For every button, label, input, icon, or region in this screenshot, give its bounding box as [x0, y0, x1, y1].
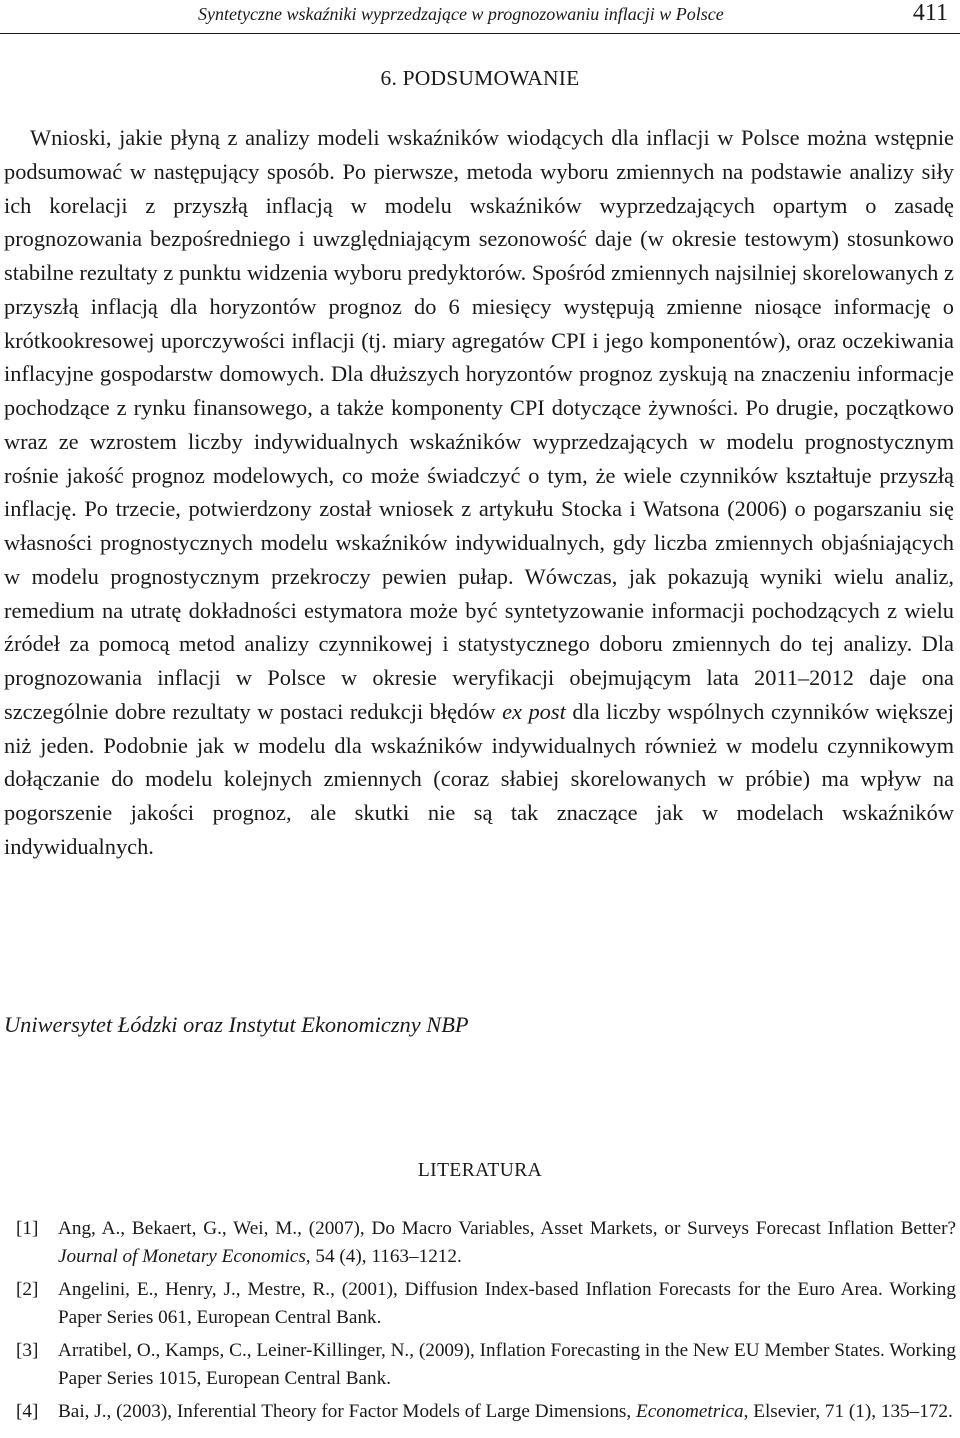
- reference-text: Angelini, E., Henry, J., Mestre, R., (2001), Diffusion Index-based Inflation Forecasts for the Euro Area. Working Paper Series 061, European Central Bank.: [58, 1279, 956, 1328]
- reference-text: Ang, A., Bekaert, G., Wei, M., (2007), Do Macro Variables, Asset Markets, or Surveys Forecast Inflation Better?: [58, 1218, 956, 1239]
- running-header: [0, 0, 960, 34]
- body-paragraph: [4, 121, 954, 864]
- body-text-part-2: dla liczby wspólnych czynników większej niż jeden. Podobnie jak w modelu dla wskaźników indywidualnych również w modelu czynnikowym dołączanie do modelu kolejnych zmiennych (coraz słabiej skorelowanych w próbie) ma wpływ na pogorszenie jakości prognoz, ale skutki nie są tak znaczące jak w modelach wskaźników indywidualnych.: [4, 698, 954, 859]
- reference-text: Arratibel, O., Kamps, C., Leiner-Killinger, N., (2009), Inflation Forecasting in the New EU Member States. Working Paper Series 1015, European Central Bank.: [58, 1340, 956, 1389]
- reference-journal: Econometrica: [635, 1401, 744, 1422]
- reference-item: [4, 1215, 956, 1271]
- body-text-part-1: Wnioski, jakie płyną z analizy modeli wskaźników wiodących dla inflacji w Polsce można wstępnie podsumować w następujący sposób. Po pierwsze, metoda wyboru zmiennych na podstawie analizy siły ich korelacji z przyszłą inflacją w modelu wskaźników wyprzedzających opartym o zasadę prognozowania bezpośredniego i uwzględniającym sezonowość daje (w okresie testowym) stosunkowo stabilne rezultaty z punktu widzenia wyboru predyktorów. Spośród zmiennych najsilniej skorelowanych z przyszłą inflacją dla horyzontów prognoz do 6 miesięcy występują zmienne niosące informację o krótkookresowej uporczywości inflacji (tj. miary agregatów CPI i jego komponentów), oraz oczekiwania inflacyjne gospodarstw domowych. Dla dłuższych horyzontów prognoz zyskują na znaczeniu informacje pochodzące z rynku finansowego, a także komponenty CPI dotyczące żywności. Po drugie, początkowo wraz ze wzrostem liczby indywidualnych wskaźników wyprzedzających w modelu prognostycznym rośnie jakość prognoz modelowych, co może świadczyć o tym, że wiele czynników kształtuje przyszłą inflację. Po trzecie, potwierdzony został wniosek z artykułu Stocka i Watsona (2006) o pogarszaniu się własności prognostycznych modelu wskaźników indywidualnych, gdy liczba zmiennych objaśniających w modelu prognostycznym przekroczy pewien pułap. Wówczas, jak pokazują wyniki wielu analiz, remedium na utratę dokładności estymatora może być syntetyzowanie informacji pochodzących z wielu źródeł za pomocą metod analizy czynnikowej i statystycznego doboru zmiennych do tej analizy. Dla prognozowania inflacji w Polsce w okresie weryfikacji obejmującym lata 2011–2012 daje ona szczególnie dobre rezultaty w postaci redukcji błędów: [4, 125, 954, 724]
- reference-text-tail: , 54 (4), 1163–1212.: [305, 1246, 462, 1267]
- reference-number: [3]: [16, 1340, 39, 1361]
- reference-item: [4, 1337, 956, 1393]
- page-number: 411: [912, 0, 948, 26]
- reference-number: [4]: [16, 1401, 39, 1422]
- running-title: Syntetyczne wskaźniki wyprzedzające w prognozowaniu inflacji w Polsce: [198, 4, 724, 24]
- header-rule: [0, 33, 960, 34]
- literature-heading: LITERATURA: [417, 1160, 543, 1181]
- author-affiliation: Uniwersytet Łódzki oraz Instytut Ekonomiczny NBP: [4, 1012, 469, 1037]
- reference-number: [2]: [16, 1279, 39, 1300]
- body-text: [4, 121, 954, 864]
- reference-text-tail: , Elsevier, 71 (1), 135–172.: [743, 1401, 953, 1422]
- reference-list: [4, 1215, 956, 1431]
- reference-journal: Journal of Monetary Economics: [58, 1246, 306, 1267]
- reference-text: Bai, J., (2003), Inferential Theory for Factor Models of Large Dimensions,: [58, 1401, 632, 1422]
- ex-post-term: ex post: [502, 698, 566, 724]
- section-heading: 6. PODSUMOWANIE: [380, 66, 580, 90]
- reference-item: [4, 1398, 956, 1426]
- reference-number: [1]: [16, 1218, 39, 1239]
- reference-item: [4, 1276, 956, 1332]
